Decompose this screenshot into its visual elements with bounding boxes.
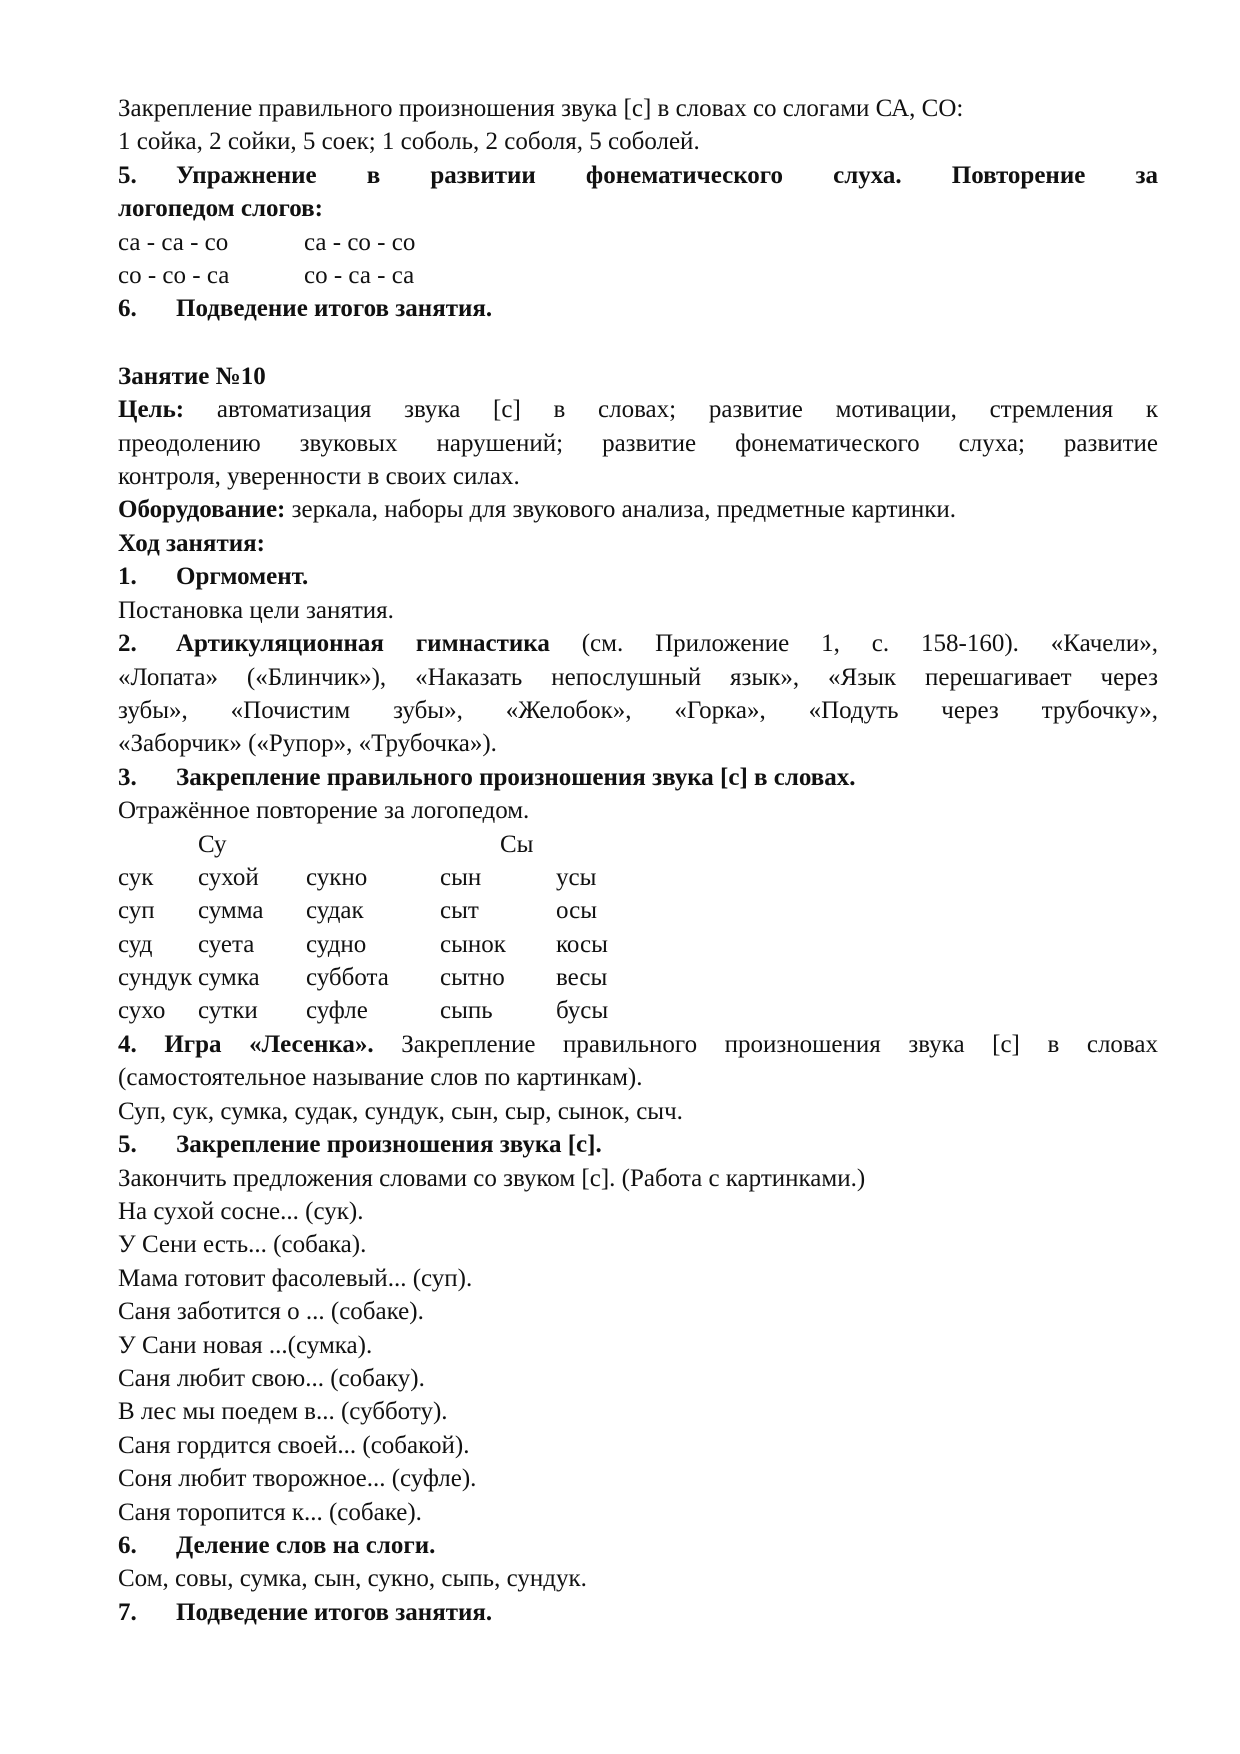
table-row (118, 928, 1158, 961)
step-2-line-3: зубы», «Почистим зубы», «Желобок», «Горка», «Подуть через трубочку», (118, 696, 1158, 724)
table-cell: сыпь (440, 997, 493, 1025)
table-cell: сытно (440, 964, 505, 992)
column-heading-sy: Сы (500, 830, 534, 858)
prev-item6-heading (118, 292, 1158, 325)
word-table-header (118, 828, 1158, 861)
step-3-text: Отражённое повторение за логопедом. (118, 797, 530, 825)
step-title: Закрепление правильного произношения звука [с] в словах. (176, 763, 856, 791)
item-number: 6. (118, 295, 137, 323)
goal-line-1 (118, 393, 1158, 426)
prev-intro: Закрепление правильного произношения звука [с] в словах со слогами СА, СО: (118, 95, 964, 122)
table-cell: сыт (440, 897, 479, 925)
step-number: 7. (118, 1598, 137, 1626)
step-6-heading (118, 1529, 1158, 1562)
sentence-item: У Сени есть... (собака). (118, 1231, 367, 1259)
table-cell: весы (556, 964, 608, 992)
step-number: 2. (118, 630, 137, 658)
goal-text: автоматизация звука [с] в словах; развитие мотивации, стремления к (216, 396, 1159, 424)
step-number: 6. (118, 1531, 137, 1559)
table-cell: сумка (198, 964, 260, 992)
sentence-item: Саня любит свою... (собаку). (118, 1364, 425, 1392)
table-row (118, 861, 1158, 894)
step-7-heading (118, 1596, 1158, 1629)
table-cell: сундук (118, 964, 193, 992)
syllable-row (118, 226, 1158, 259)
sentence-item: В лес мы поедем в... (субботу). (118, 1398, 448, 1426)
sentence-item: Соня любит творожное... (суфле). (118, 1465, 477, 1493)
step-2-line-2: «Лопата» («Блинчик»), «Наказать непослушный язык», «Язык перешагивает через (118, 663, 1158, 691)
table-cell: суд (118, 930, 153, 958)
step-title: Подведение итогов занятия. (176, 1598, 493, 1626)
step-number: 1. (118, 563, 137, 591)
table-cell: суфле (306, 997, 368, 1025)
table-cell: сумма (198, 897, 264, 925)
sentence-item: Мама готовит фасолевый... (суп). (118, 1264, 473, 1292)
step-4-words: Суп, сук, сумка, судак, сундук, сын, сыр, сынок, сыч. (118, 1097, 683, 1125)
step-number: 4. (118, 1030, 137, 1058)
course-label: Ход занятия: (118, 529, 265, 557)
step-3-heading (118, 761, 1158, 794)
syllable-group: со - со - са (118, 262, 230, 290)
step-title: Оргмомент. (176, 563, 309, 591)
table-cell: суббота (306, 964, 389, 992)
table-cell: сук (118, 863, 154, 891)
goal-line-3: контроля, уверенности в своих силах. (118, 463, 520, 491)
table-row (118, 894, 1158, 927)
step-2-heading (118, 627, 1158, 660)
sentence-item: Саня гордится своей... (собакой). (118, 1431, 470, 1459)
lesson-title: Занятие №10 (118, 362, 266, 390)
step-2-line-4: «Заборчик» («Рупор», «Трубочка»). (118, 730, 497, 758)
equipment-text: зеркала, наборы для звукового анализа, предметные картинки. (291, 496, 956, 524)
sentence-item: На сухой сосне... (сук). (118, 1197, 364, 1225)
step-5-heading (118, 1128, 1158, 1161)
table-cell: сухой (198, 863, 259, 891)
syllable-group: са - со - со (304, 228, 416, 256)
table-cell: сутки (198, 997, 258, 1025)
table-cell: судак (306, 897, 364, 925)
step-1-heading (118, 560, 1158, 593)
table-cell: осы (556, 897, 598, 925)
step-2-text: (см. Приложение 1, с. 158-160). «Качели», (581, 630, 1159, 658)
sentence-list (118, 1195, 1158, 1529)
table-cell: бусы (556, 997, 609, 1025)
prev-words: 1 сойка, 2 сойки, 5 соек; 1 соболь, 2 соболя, 5 соболей. (118, 128, 700, 156)
column-heading-su: Су (198, 830, 227, 858)
table-cell: сын (440, 863, 482, 891)
table-cell: суп (118, 897, 155, 925)
syllable-group: са - са - со (118, 228, 229, 256)
step-number: 3. (118, 763, 137, 791)
table-cell: сухо (118, 997, 166, 1025)
step-5-text: Закончить предложения словами со звуком [с]. (Работа с картинками.) (118, 1164, 866, 1192)
equipment (118, 493, 1158, 526)
item5-text: Упражнение в развитии фонематического слуха. Повторение за (176, 161, 1158, 189)
document-page (118, 92, 1158, 1629)
step-6-words: Сом, совы, сумка, сын, сукно, сыпь, сундук. (118, 1565, 587, 1593)
sentence-item: Саня заботится о ... (собаке). (118, 1298, 424, 1326)
table-cell: судно (306, 930, 367, 958)
prev-item5-heading-cont: логопедом слогов: (118, 195, 323, 223)
step-title: Закрепление произношения звука [с]. (176, 1131, 602, 1159)
step-1-text: Постановка цели занятия. (118, 596, 394, 624)
table-row (118, 961, 1158, 994)
item6-text: Подведение итогов занятия. (176, 295, 493, 323)
step-4-line-2: (самостоятельное называние слов по картинкам). (118, 1064, 643, 1092)
syllable-group: со - са - са (304, 262, 415, 290)
item-number: 5. (118, 161, 137, 189)
table-cell: усы (556, 863, 597, 891)
table-row (118, 994, 1158, 1027)
table-cell: сынок (440, 930, 506, 958)
sentence-item: Саня торопится к... (собаке). (118, 1498, 422, 1526)
sentence-item: У Сани новая ...(сумка). (118, 1331, 373, 1359)
table-cell: сукно (306, 863, 368, 891)
table-cell: суета (198, 930, 255, 958)
table-cell: косы (556, 930, 608, 958)
step-number: 5. (118, 1131, 137, 1159)
step-4-text: Закрепление правильного произношения звука [с] в словах (401, 1030, 1158, 1058)
prev-item5-heading (118, 159, 1158, 192)
goal-label: Цель: (118, 396, 185, 424)
syllable-row (118, 259, 1158, 292)
step-title: Игра «Лесенка». (164, 1030, 374, 1058)
equipment-label: Оборудование: (118, 496, 286, 524)
goal-line-2: преодолению звуковых нарушений; развитие фонематического слуха; развитие (118, 429, 1158, 457)
word-table (118, 861, 1158, 1028)
step-title: Артикуляционная гимнастика (176, 630, 550, 658)
spacer (118, 326, 1158, 360)
step-title: Деление слов на слоги. (176, 1531, 436, 1559)
step-4-heading (118, 1028, 1158, 1061)
